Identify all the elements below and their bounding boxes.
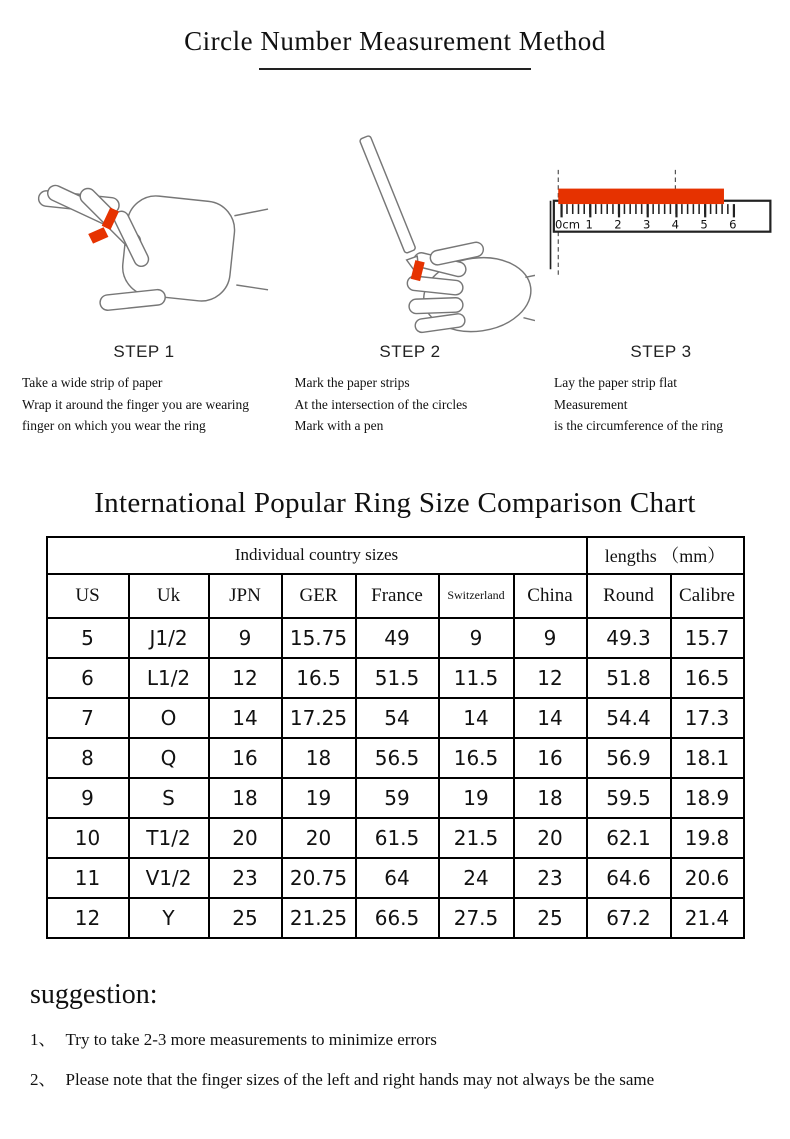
step-3-line-3: is the circumference of the ring: [554, 418, 724, 434]
size-row: [47, 738, 744, 778]
size-cell: 11.5: [439, 658, 514, 698]
step-2: [283, 132, 538, 437]
size-cell: 24: [439, 858, 514, 898]
ruler-label-5: 5: [700, 217, 708, 232]
size-cell: 21.5: [439, 818, 514, 858]
size-cell: 21.25: [282, 898, 356, 938]
step-2-line-1: Mark the paper strips: [294, 375, 410, 390]
size-cell: T1/2: [129, 818, 209, 858]
size-cell: 7: [47, 698, 129, 738]
step-3-line-2: Measurement: [554, 396, 628, 412]
step-3: [542, 132, 780, 437]
step-2-line-2: At the intersection of the circles: [294, 396, 468, 412]
size-cell: 18: [514, 778, 587, 818]
size-cell: 19: [282, 778, 356, 818]
size-cell: 25: [514, 898, 587, 938]
size-cell: 12: [209, 658, 282, 698]
size-cell: 15.75: [282, 618, 356, 658]
step-1-line-2: Wrap it around the finger you are wearing: [22, 396, 249, 412]
size-row: [47, 658, 744, 698]
size-cell: V1/2: [129, 858, 209, 898]
size-cell: J1/2: [129, 618, 209, 658]
wrist-lines: [234, 209, 268, 290]
size-cell: 56.5: [356, 738, 439, 778]
size-cell: 12: [514, 658, 587, 698]
size-cell: 14: [439, 698, 514, 738]
size-cell: 14: [209, 698, 282, 738]
hand-with-pen-illustration: [285, 135, 535, 335]
ruler-label-6: 6: [729, 217, 737, 232]
suggestion-item-2-number: 2、: [30, 1069, 56, 1089]
size-cell: 19.8: [671, 818, 744, 858]
size-cell: 9: [439, 618, 514, 658]
size-cell: 18.1: [671, 738, 744, 778]
size-cell: 20: [209, 818, 282, 858]
suggestion-item-2-text: Please note that the finger sizes of the left and right hands may not always be the same: [65, 1069, 655, 1089]
size-cell: 11: [47, 858, 129, 898]
step-3-line-1: Lay the paper strip flat: [554, 375, 677, 390]
size-cell: 8: [47, 738, 129, 778]
suggestion-item-1-text: Try to take 2-3 more measurements to minimize errors: [65, 1029, 437, 1049]
ruler-label-1: 1: [585, 217, 593, 232]
size-cell: O: [129, 698, 209, 738]
column-header-ger: GER: [282, 574, 356, 618]
size-row: [47, 698, 744, 738]
ruler-label-0: 0cm: [554, 217, 580, 232]
size-cell: 21.4: [671, 898, 744, 938]
size-cell: 20.6: [671, 858, 744, 898]
column-header-uk: Uk: [129, 574, 209, 618]
step-2-line-3: Mark with a pen: [294, 418, 384, 434]
size-cell: 61.5: [356, 818, 439, 858]
size-row: [47, 818, 744, 858]
size-row: [47, 898, 744, 938]
step-3-figure: [542, 132, 780, 338]
column-header-us: US: [47, 574, 129, 618]
size-cell: 17.25: [282, 698, 356, 738]
step-1-line-3: finger on which you wear the ring: [22, 418, 206, 434]
size-cell: 5: [47, 618, 129, 658]
size-cell: 64.6: [587, 858, 671, 898]
pen: [359, 135, 416, 253]
size-cell: 20: [282, 818, 356, 858]
step-1-line-1: Take a wide strip of paper: [22, 375, 163, 390]
step-1-description: [10, 372, 278, 437]
size-cell: 54.4: [587, 698, 671, 738]
size-cell: 16.5: [439, 738, 514, 778]
size-row: [47, 618, 744, 658]
size-cell: 18: [209, 778, 282, 818]
size-cell: 54: [356, 698, 439, 738]
hand-with-ring-illustration: [19, 136, 269, 334]
size-cell: 9: [514, 618, 587, 658]
finger: [409, 298, 463, 314]
size-cell: 9: [209, 618, 282, 658]
column-header-jpn: JPN: [209, 574, 282, 618]
size-cell: 25: [209, 898, 282, 938]
size-cell: 18: [282, 738, 356, 778]
step-3-label: STEP 3: [630, 342, 692, 361]
size-chart-section: [0, 487, 790, 939]
size-cell: Q: [129, 738, 209, 778]
size-cell: L1/2: [129, 658, 209, 698]
title-underline: [259, 68, 531, 70]
size-cell: 9: [47, 778, 129, 818]
size-cell: 15.7: [671, 618, 744, 658]
step-2-description: [283, 372, 538, 437]
red-paper-strip: [558, 189, 724, 204]
column-header-switzerland: Switzerland: [439, 574, 514, 618]
size-cell: 23: [514, 858, 587, 898]
size-cell: 20.75: [282, 858, 356, 898]
size-cell: 23: [209, 858, 282, 898]
group-header-countries: Individual country sizes: [47, 537, 587, 574]
page-header: [0, 26, 790, 70]
page-title: Circle Number Measurement Method: [184, 26, 606, 56]
ruler-label-3: 3: [642, 217, 651, 232]
size-cell: 49: [356, 618, 439, 658]
size-cell: 49.3: [587, 618, 671, 658]
size-cell: 20: [514, 818, 587, 858]
column-header-france: France: [356, 574, 439, 618]
suggestion-list: [30, 1025, 790, 1090]
size-cell: 6: [47, 658, 129, 698]
suggestion-section: [30, 979, 790, 1090]
size-cell: 19: [439, 778, 514, 818]
size-cell: S: [129, 778, 209, 818]
paper-strip-end: [88, 227, 108, 243]
size-cell: 59.5: [587, 778, 671, 818]
group-header-row: [47, 537, 744, 574]
step-1-label: STEP 1: [113, 342, 175, 361]
thumb: [99, 289, 166, 311]
size-row: [47, 778, 744, 818]
suggestion-item-1: [30, 1025, 790, 1050]
column-header-row: [47, 574, 744, 618]
step-2-figure: [283, 132, 538, 338]
suggestion-item-1-number: 1、: [30, 1029, 56, 1049]
suggestion-item-2: [30, 1065, 790, 1090]
size-cell: 66.5: [356, 898, 439, 938]
size-cell: Y: [129, 898, 209, 938]
size-cell: 12: [47, 898, 129, 938]
size-cell: 18.9: [671, 778, 744, 818]
size-cell: 51.8: [587, 658, 671, 698]
size-chart-title: International Popular Ring Size Comparison Chart: [94, 486, 696, 519]
size-cell: 27.5: [439, 898, 514, 938]
size-cell: 56.9: [587, 738, 671, 778]
step-1: [10, 132, 278, 437]
size-cell: 51.5: [356, 658, 439, 698]
size-cell: 62.1: [587, 818, 671, 858]
ring-size-table: [46, 536, 745, 939]
step-3-description: [542, 372, 780, 437]
size-cell: 16.5: [282, 658, 356, 698]
column-header-calibre: Calibre: [671, 574, 744, 618]
column-header-china: China: [514, 574, 587, 618]
size-cell: 64: [356, 858, 439, 898]
column-header-round: Round: [587, 574, 671, 618]
step-1-figure: [10, 132, 278, 338]
step-2-label: STEP 2: [379, 342, 441, 361]
ruler-label-4: 4: [671, 217, 680, 232]
size-cell: 10: [47, 818, 129, 858]
group-header-lengths: lengths （mm）: [587, 537, 744, 574]
size-cell: 59: [356, 778, 439, 818]
suggestion-heading: suggestion:: [30, 978, 158, 1010]
size-cell: 17.3: [671, 698, 744, 738]
ruler-label-2: 2: [614, 217, 622, 232]
size-row: [47, 858, 744, 898]
size-cell: 67.2: [587, 898, 671, 938]
table-body: [47, 618, 744, 938]
size-cell: 14: [514, 698, 587, 738]
steps-section: [0, 132, 790, 437]
size-cell: 16: [209, 738, 282, 778]
ruler-illustration: [545, 167, 777, 303]
size-cell: 16: [514, 738, 587, 778]
size-cell: 16.5: [671, 658, 744, 698]
